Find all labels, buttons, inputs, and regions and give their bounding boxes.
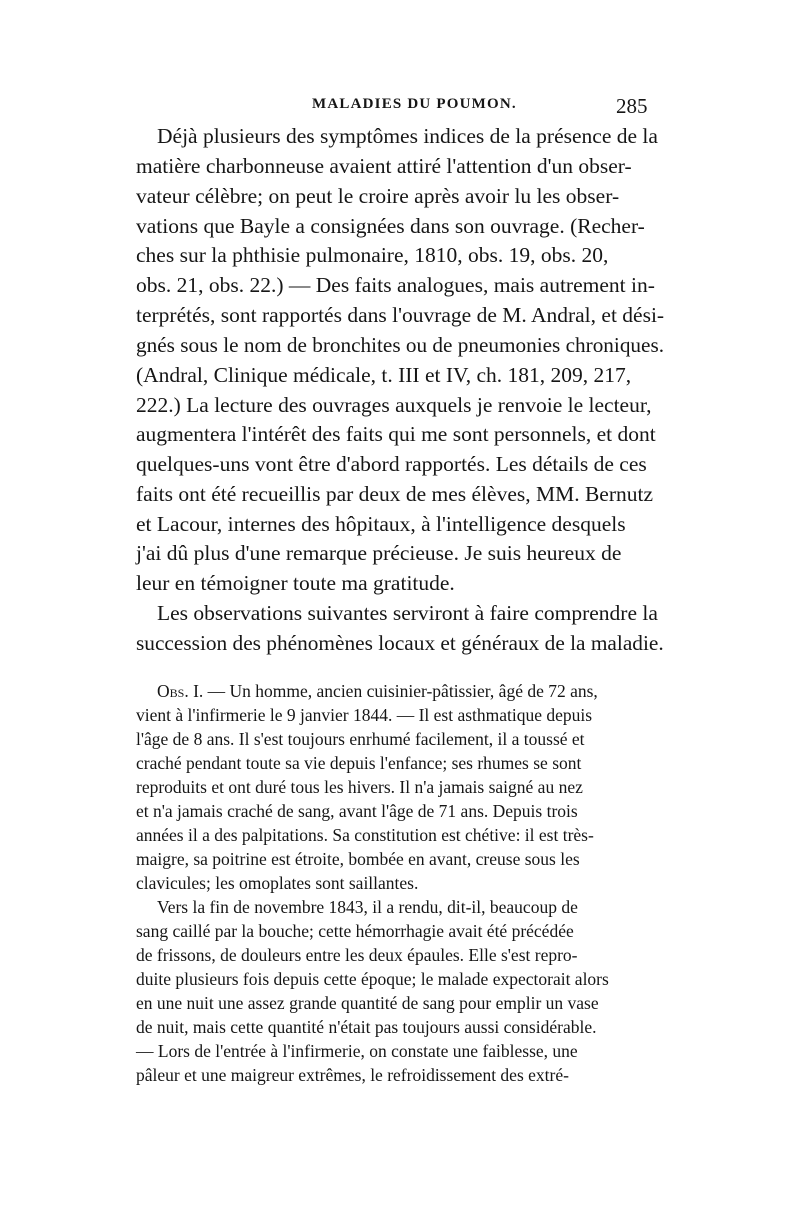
text-line: — Un homme, ancien cuisinier-pâtissier, âgé de 72 ans, (207, 681, 598, 701)
text-line: de frissons, de douleurs entre les deux épaules. Elle s'est repro- (136, 945, 578, 965)
text-line: vations que Bayle a consignées dans son ouvrage. (Recher- (136, 214, 645, 238)
text-line: 222.) La lecture des ouvrages auxquels je renvoie le lecteur, (136, 393, 652, 417)
text-line: succession des phénomènes locaux et généraux de la maladie. (136, 631, 664, 655)
text-line: gnés sous le nom de bronchites ou de pneumonies chroniques. (136, 333, 665, 357)
text-line: quelques-uns vont être d'abord rapportés. Les détails de ces (136, 452, 647, 476)
text-line: duite plusieurs fois depuis cette époque; le malade expectorait alors (136, 969, 609, 989)
text-line: matière charbonneuse avaient attiré l'attention d'un obser- (136, 154, 632, 178)
text-line: Déjà plusieurs des symptômes indices de la présence de la (157, 124, 658, 148)
text-line: Vers la fin de novembre 1843, il a rendu, dit-il, beaucoup de (157, 897, 578, 917)
text-line: j'ai dû plus d'une remarque précieuse. Je suis heureux de (136, 541, 622, 565)
text-line: Les observations suivantes serviront à faire comprendre la (157, 601, 658, 625)
observation-first-line (157, 681, 598, 702)
text-line: années il a des palpitations. Sa constitution est chétive: il est très- (136, 825, 594, 845)
text-line: vient à l'infirmerie le 9 janvier 1844. — Il est asthmatique depuis (136, 705, 593, 725)
text-line: — Lors de l'entrée à l'infirmerie, on constate une faiblesse, une (136, 1041, 578, 1061)
text-line: clavicules; les omoplates sont saillantes. (136, 873, 419, 893)
text-line: de nuit, mais cette quantité n'était pas toujours aussi considérable. (136, 1017, 597, 1037)
text-line: terprétés, sont rapportés dans l'ouvrage de M. Andral, et dési- (136, 303, 665, 327)
text-line: reproduits et ont duré tous les hivers. Il n'a jamais saigné au nez (136, 777, 583, 797)
text-line: vateur célèbre; on peut le croire après avoir lu les obser- (136, 184, 620, 208)
text-line: pâleur et une maigreur extrêmes, le refroidissement des extré- (136, 1065, 569, 1085)
text-line: (Andral, Clinique médicale, t. III et IV, ch. 181, 209, 217, (136, 363, 632, 387)
text-line: maigre, sa poitrine est étroite, bombée en avant, creuse sous les (136, 849, 580, 869)
text-line: craché pendant toute sa vie depuis l'enfance; ses rhumes se sont (136, 753, 582, 773)
text-line: l'âge de 8 ans. Il s'est toujours enrhumé facilement, il a toussé et (136, 729, 585, 749)
text-line: en une nuit une assez grande quantité de sang pour emplir un vase (136, 993, 599, 1013)
text-line: ches sur la phthisie pulmonaire, 1810, obs. 19, obs. 20, (136, 243, 609, 267)
text-line: augmentera l'intérêt des faits qui me sont personnels, et dont (136, 422, 656, 446)
text-line: sang caillé par la bouche; cette hémorrhagie avait été précédée (136, 921, 574, 941)
text-line: leur en témoigner toute ma gratitude. (136, 571, 455, 595)
text-line: et n'a jamais craché de sang, avant l'âge de 71 ans. Depuis trois (136, 801, 578, 821)
text-line: obs. 21, obs. 22.) — Des faits analogues, mais autrement in- (136, 273, 655, 297)
observation-label: Obs. I. (157, 681, 204, 701)
running-title: MALADIES DU POUMON. (312, 96, 517, 112)
text-line: faits ont été recueillis par deux de mes élèves, MM. Bernutz (136, 482, 654, 506)
page-number: 285 (616, 94, 648, 118)
text-line: et Lacour, internes des hôpitaux, à l'intelligence desquels (136, 512, 626, 536)
running-head (0, 96, 800, 122)
